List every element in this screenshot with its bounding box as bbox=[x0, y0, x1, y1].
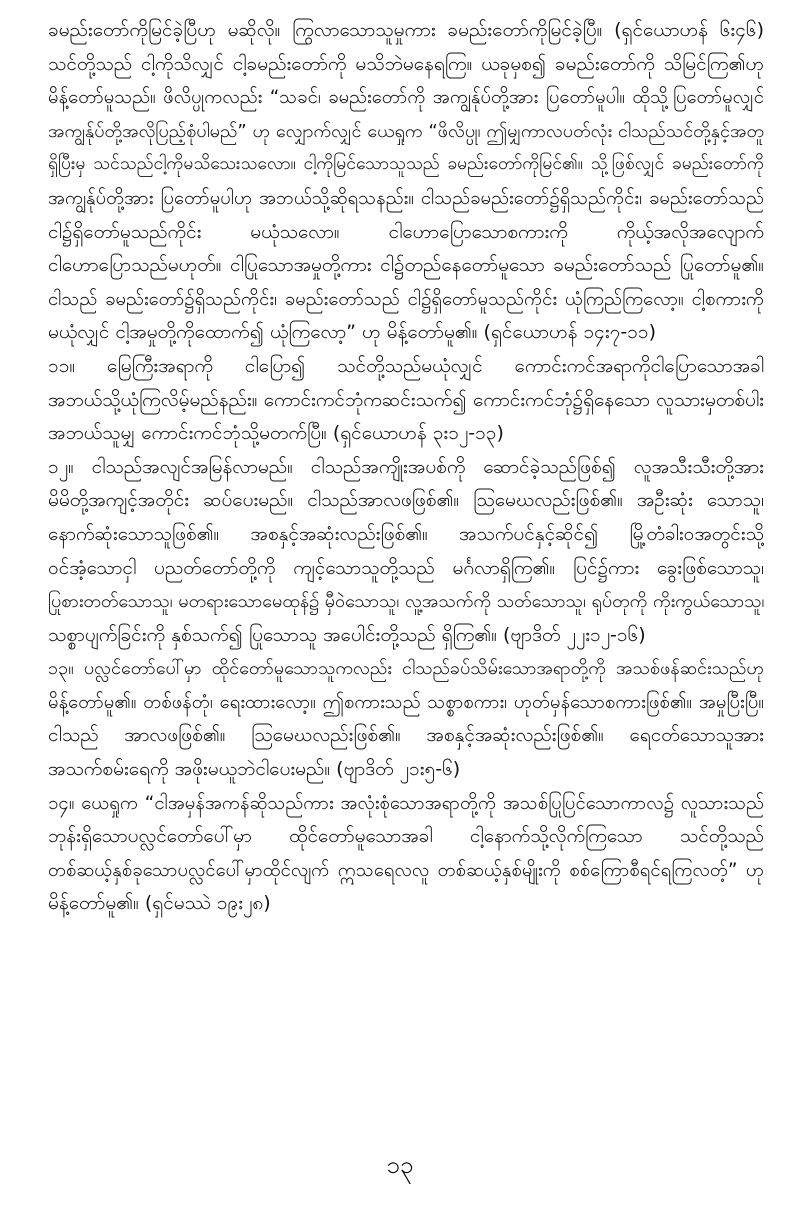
text-line: အဘယ်သူမျှ ကောင်းကင်ဘုံသို့မတက်ပြီ။ (ရှင်ယောဟန် ၃း၁၂-၁၃) bbox=[48, 422, 504, 445]
text-line: ၁၂။ ငါသည်အလျင်အမြန်လာမည်။ ငါသည်အကျိုးအပစ်ကို ဆောင်ခဲ့သည်ဖြစ်၍ လူအသီးသီးတို့အား bbox=[48, 455, 764, 478]
text-line: သစ္စာပျက်ခြင်းကို နှစ်သက်၍ ပြုသောသူ အပေါင်းတို့သည် ရှိကြ၏။ (ဗျာဒိတ် ၂၂း၁၂-၁၆) bbox=[48, 623, 646, 646]
page-number: ၁၃ bbox=[386, 1151, 414, 1179]
text-line: အကျွန်ုပ်တို့အလိုပြည့်စုံပါမည်” ဟု လျှောက်လျှင် ယေရှုက “ဖိလိပ္ပု၊ ဤမျှကာလပတ်လုံး ငါသည်သင်တို့နှင့်အတူ bbox=[48, 120, 764, 142]
text-line: မိန့်တော်မူ၏။ တစ်ဖန်တုံ၊ ရေးထားလော့။ ဤစကားသည် သစ္စာစကား၊ ဟုတ်မှန်သောစကားဖြစ်၏။ အမှုပြီးပြီ။ bbox=[48, 691, 764, 713]
text-line: အသက်စမ်းရေကို အဖိုးမယူဘဲငါပေးမည်။ (ဗျာဒိတ် ၂၁း၅-၆) bbox=[48, 758, 461, 781]
text-line: ငါ၌ရှိတော်မူသည်ကိုင်း မယုံသလော။ ငါဟောပြောသောစကားကို ကိုယ့်အလိုအလျောက် bbox=[48, 220, 764, 243]
text-line: ပြုစားတတ်သောသူ၊ မတရားသောမေထုန်၌ မှီဝဲသောသူ၊ လူ့အသက်ကို သတ်သောသူ၊ ရုပ်တုကို ကိုးကွယ်သောသူ၊ bbox=[48, 591, 764, 613]
text-line: အဘယ်သို့ယုံကြလိမ့်မည်နည်း။ ကောင်းကင်ဘုံကဆင်းသက်၍ ကောင်းကင်ဘုံ၌ရှိနေသော လူသားမှတစ်ပါး bbox=[48, 388, 764, 411]
text-line: မိန့်တော်မူ၏။ (ရှင်မဿဲ ၁၉း၂၈) bbox=[48, 892, 271, 915]
text-line: ရှိပြီးမှ သင်သည်ငါ့ကိုမသိသေးသလော။ ငါ့ကိုမြင်သောသူသည် ခမည်းတော်ကိုမြင်၏။ သို့ဖြစ်လျှင် ခမည်းတော်ကို bbox=[48, 154, 764, 175]
text-line: ၁၁။ မြေကြီးအရာကို ငါပြော၍ သင်တို့သည်မယုံလျှင် ကောင်းကင်အရာကိုငါပြောသောအခါ bbox=[48, 354, 764, 377]
text-line: ငါသည် ခမည်းတော်၌ရှိသည်ကိုင်း၊ ခမည်းတော်သည် ငါ၌ရှိတော်မူသည်ကိုင်း ယုံကြည်ကြလော့။ ငါ့စကားကို bbox=[48, 288, 764, 310]
text-line: ဘုန်းရှိသောပလ္လင်တော်ပေါ်မှာ ထိုင်တော်မူသောအခါ ငါ့နောက်သို့လိုက်ကြသော သင်တို့သည် bbox=[48, 825, 764, 848]
text-line: မိမိတို့အကျင့်အတိုင်း ဆပ်ပေးမည်။ ငါသည်အာလဖဖြစ်၏။ ဩမေဃလည်းဖြစ်၏။ အဦးဆုံး သောသူ၊ bbox=[48, 489, 764, 512]
text-line: အကျွန်ုပ်တို့အား ပြတော်မူပါဟု အဘယ်သို့ဆိုရသနည်း။ ငါသည်ခမည်းတော်၌ရှိသည်ကိုင်း၊ ခမည်းတော်သည် bbox=[48, 187, 764, 209]
text-line: ခမည်းတော်ကိုမြင်ခဲ့ပြီဟု မဆိုလို။ ကြွလာသောသူမှုကား ခမည်းတော်ကိုမြင်ခဲ့ပြီ။ (ရှင်ယောဟန် ၆း၄၆) bbox=[48, 19, 764, 41]
page-body bbox=[48, 14, 764, 921]
text-line: ၁၃။ ပလ္လင်တော်ပေါ်မှာ ထိုင်တော်မူသောသူကလည်း ငါသည်ခပ်သိမ်းသောအရာတို့ကို အသစ်ဖန်ဆင်းသည်ဟု bbox=[48, 658, 764, 680]
text-line: တစ်ဆယ့်နှစ်ခုသောပလ္လင်ပေါ်မှာထိုင်လျက် ဣသရေလလူ တစ်ဆယ့်နှစ်မျိုးကို စစ်ကြောစီရင်ရကြလတ့်” ဟု bbox=[48, 859, 764, 881]
text-line: နောက်ဆုံးသောသူဖြစ်၏။ အစနှင့်အဆုံးလည်းဖြစ်၏။ အသက်ပင်နှင့်ဆိုင်၍ မြို့တံခါးဝအတွင်းသို့ bbox=[48, 522, 764, 545]
text-line: မိန့်တော်မူသည်။ ဖိလိပ္ပုကလည်း “သခင်၊ ခမည်းတော်ကို အကျွန်ုပ်တို့အား ပြတော်မူပါ။ ထိုသို့ပြတော်မူလျှင် bbox=[48, 87, 764, 109]
text-line: ၁၄။ ယေရှုက “ငါအမှန်အကန်ဆိုသည်ကား အလုံးစုံသောအရာတို့ကို အသစ်ပြုပြင်သောကာလ၌ လူသားသည် bbox=[48, 792, 764, 814]
text-line: ငါသည် အာလဖဖြစ်၏။ ဩမေဃလည်းဖြစ်၏။ အစနှင့်အဆုံးလည်းဖြစ်၏။ ရေငတ်သောသူအား bbox=[48, 724, 764, 747]
text-line: မယုံလျှင် ငါ့အမှုတို့ကိုထောက်၍ ယုံကြလော့” ဟု မိန့်တော်မူ၏။ (ရှင်ယောဟန် ၁၄း၇-၁၁) bbox=[48, 321, 656, 344]
text-line: ငါဟောပြောသည်မဟုတ်။ ငါပြုသောအမှုတို့ကား ငါ၌တည်နေတော်မူသော ခမည်းတော်သည် ပြုတော်မူ၏။ bbox=[48, 254, 764, 277]
text-line: ဝင်အံ့သောငှါ ပညတ်တော်တို့ကို ကျင့်သောသူတို့သည် မင်္ဂလာရှိကြ၏။ ပြင်၌ကား ခွေးဖြစ်သောသူ၊ bbox=[48, 556, 764, 579]
text-line: သင်တို့သည် ငါ့ကိုသိလျှင် ငါ့ခမည်းတော်ကို မသိဘဲမနေရကြ။ ယခုမှစ၍ ခမည်းတော်ကို သိမြင်ကြ၏ဟု bbox=[48, 52, 764, 75]
